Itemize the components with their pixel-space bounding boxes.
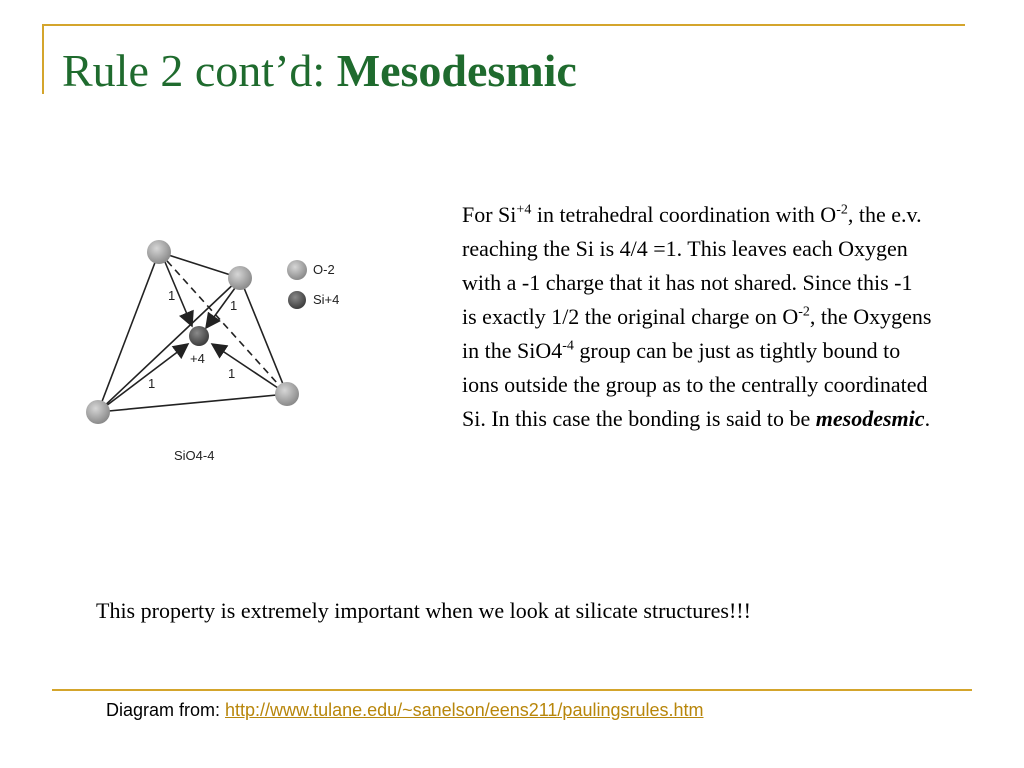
explanation-paragraph xyxy=(462,198,932,436)
title-bold: Mesodesmic xyxy=(336,45,577,96)
legend-oxygen-swatch xyxy=(287,260,307,280)
tetrahedron-diagram xyxy=(80,230,380,480)
center-charge-label: +4 xyxy=(190,351,205,366)
left-rule xyxy=(42,24,44,94)
oxygen-atom xyxy=(275,382,299,406)
para-text: , the e.v. reaching the Si is 4/4 =1. This leaves each Oxygen with a -1 charge that it has not shared. Since this -1 is exactly 1/2 the original charge on O xyxy=(462,202,922,329)
superscript: +4 xyxy=(516,202,532,218)
oxygen-atom xyxy=(86,400,110,424)
title-plain: Rule 2 cont’d: xyxy=(62,45,337,96)
oxygen-atom xyxy=(147,240,171,264)
top-rule xyxy=(42,24,965,26)
para-text: , the Oxygens in the SiO4 xyxy=(462,304,932,363)
para-text: . xyxy=(924,406,931,431)
bottom-rule xyxy=(52,689,972,691)
edge-label: 1 xyxy=(228,366,236,381)
superscript: -4 xyxy=(562,338,574,354)
legend-oxygen-label: O-2 xyxy=(313,262,335,277)
para-text: group can be just as tightly bound to ions outside the group as to the centrally coordinated Si. In this case the bonding is said to be xyxy=(462,338,928,431)
oxygen-atom xyxy=(228,266,252,290)
slide-title xyxy=(62,44,577,97)
source-link[interactable]: http://www.tulane.edu/~sanelson/eens211/paulingsrules.htm xyxy=(225,700,704,720)
edge-label: 1 xyxy=(148,376,156,391)
diagram-source xyxy=(106,700,704,721)
legend-silicon-label: Si+4 xyxy=(313,292,340,307)
para-text: in tetrahedral coordination with O xyxy=(531,202,837,227)
superscript: -2 xyxy=(836,202,848,218)
source-label: Diagram from: xyxy=(106,700,226,720)
superscript: -2 xyxy=(798,304,810,320)
para-text: For Si xyxy=(462,202,517,227)
legend-silicon-swatch xyxy=(288,291,306,309)
edge-label: 1 xyxy=(230,298,238,313)
silicon-atom xyxy=(189,326,209,346)
emphasized-term: mesodesmic xyxy=(815,406,925,431)
property-note: This property is extremely important when we look at silicate structures!!! xyxy=(96,598,751,623)
edge-label: 1 xyxy=(168,288,176,303)
diagram-caption: SiO4-4 xyxy=(174,448,215,463)
